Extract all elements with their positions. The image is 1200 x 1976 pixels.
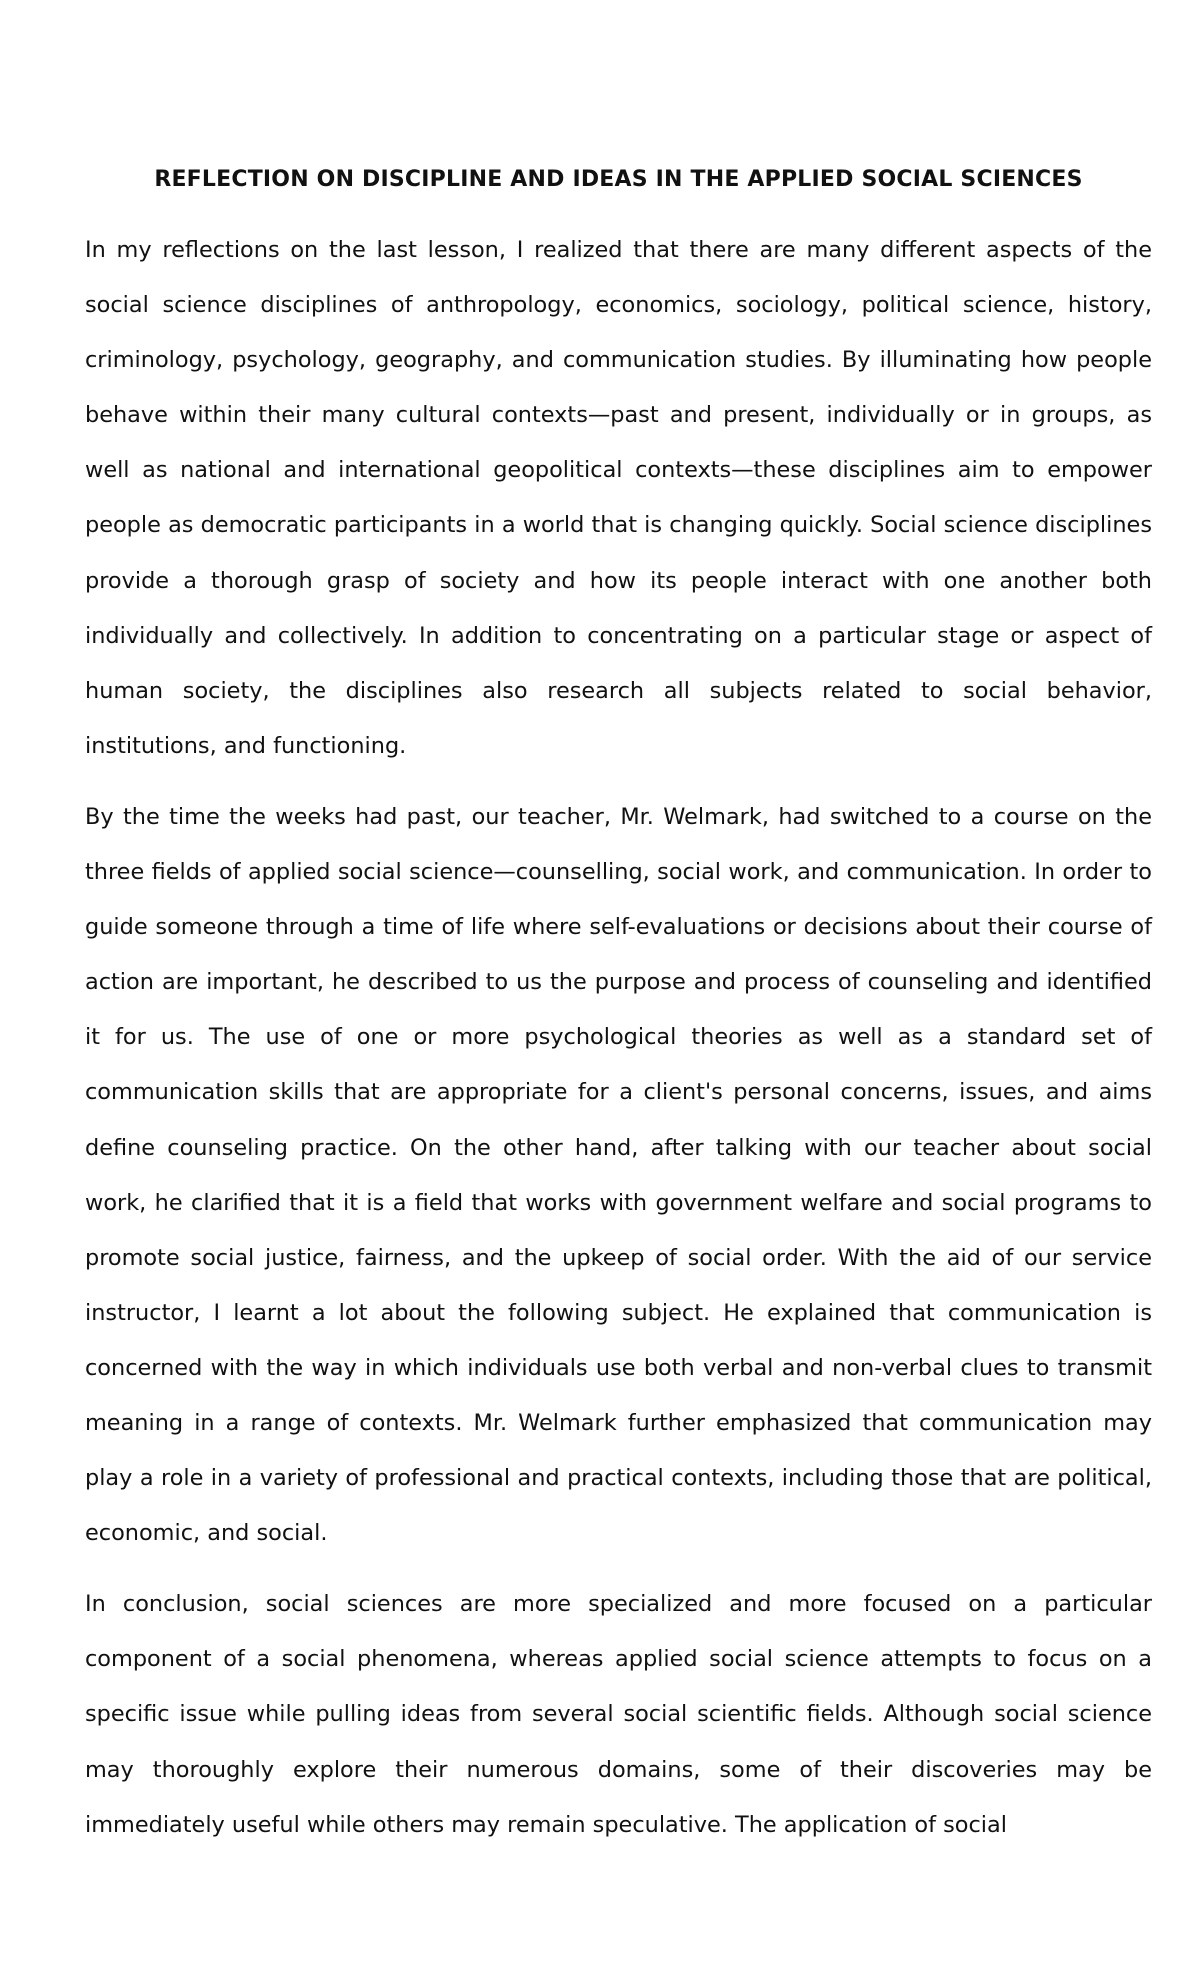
- paragraph-intro: In my reflections on the last lesson, I realized that there are many different aspects of the social science disciplines of anthropology, economics, sociology, political science, history, criminology, psychology, geography, and communication studies. By illuminating how people behave within their many cultural contexts—past and present, individually or in groups, as well as national and international geopolitical contexts—these disciplines aim to empower people as democratic participants in a world that is changing quickly. Social science disciplines provide a thorough grasp of society and how its people interact with one another both individually and collectively. In addition to concentrating on a particular stage or aspect of human society, the disciplines also research all subjects related to social behavior, institutions, and functioning.: [85, 237, 1152, 759]
- paragraph-applied-fields: By the time the weeks had past, our teacher, Mr. Welmark, had switched to a course on the three fields of applied social science—counselling, social work, and communication. In order to guide someone through a time of life where self-evaluations or decisions about their course of action are important, he described to us the purpose and process of counseling and identified it for us. The use of one or more psychological theories as well as a standard set of communication skills that are appropriate for a client's personal concerns, issues, and aims define counseling practice. On the other hand, after talking with our teacher about social work, he clarified that it is a field that works with government welfare and social programs to promote social justice, fairness, and the upkeep of social order. With the aid of our service instructor, I learnt a lot about the following subject. He explained that communication is concerned with the way in which individuals use both verbal and non-verbal clues to transmit meaning in a range of contexts. Mr. Welmark further emphasized that communication may play a role in a variety of professional and practical contexts, including those that are political, economic, and social.: [85, 803, 1152, 1547]
- paragraph-conclusion: In conclusion, social sciences are more specialized and more focused on a particular component of a social phenomena, whereas applied social science attempts to focus on a specific issue while pulling ideas from several social scientific fields. Although social science may thoroughly explore their numerous domains, some of their discoveries may be immediately useful while others may remain speculative. The application of social: [85, 1591, 1152, 1838]
- document-body: [85, 159, 1152, 1869]
- document-title: REFLECTION ON DISCIPLINE AND IDEAS IN THE APPLIED SOCIAL SCIENCES: [154, 167, 1083, 192]
